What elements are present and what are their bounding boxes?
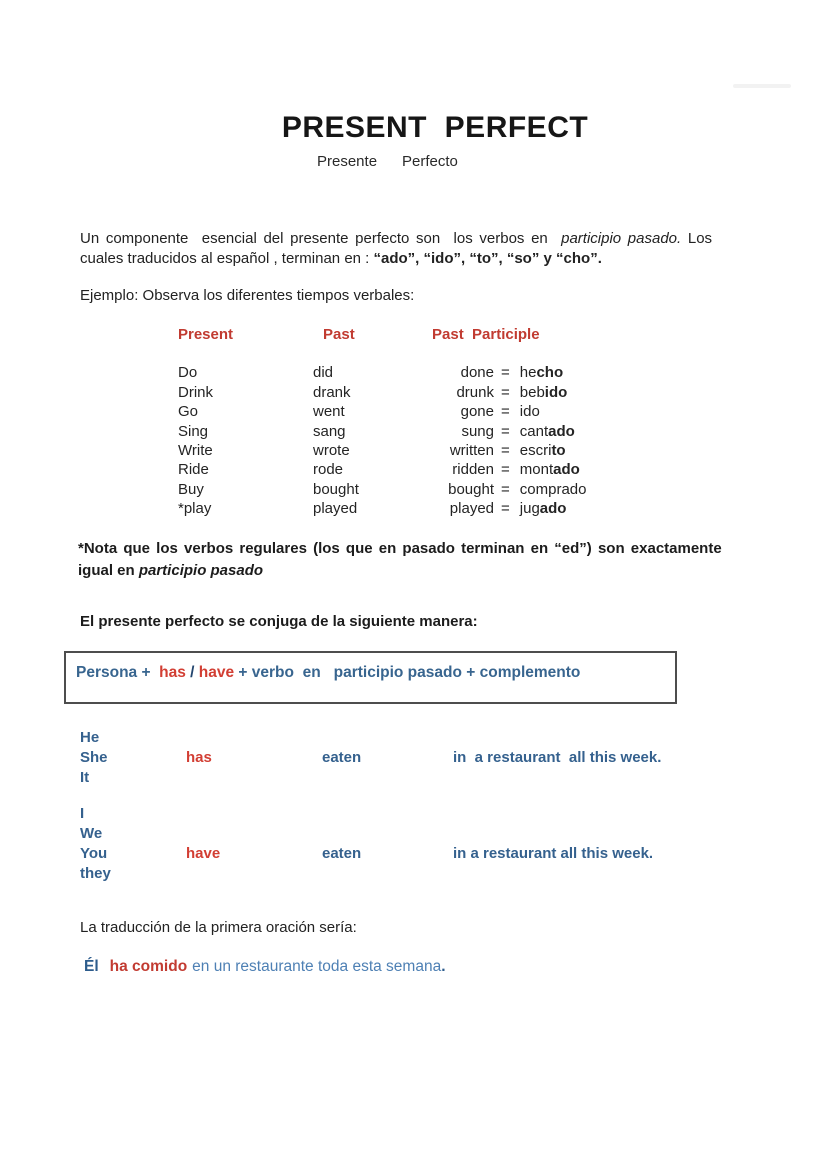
- formula-text: [76, 664, 675, 682]
- nota-line-1: *Nota que los verbos regulares (los que en pasado terminan en “ed”) son exactamente: [78, 540, 722, 557]
- verb-participle-en: done: [460, 364, 494, 382]
- pronoun-it: It: [80, 769, 90, 786]
- auxiliary-has: has: [186, 749, 212, 766]
- example-prompt: Ejemplo: Observa los diferentes tiempos verbales:: [80, 287, 415, 304]
- verb-participle-es: bebido: [519, 383, 568, 401]
- verb-table: [178, 325, 586, 519]
- verb-past: went: [313, 403, 345, 421]
- verb-past: rode: [313, 461, 344, 479]
- formula-persona: Persona +: [76, 664, 160, 681]
- verb-present: Buy: [178, 480, 204, 498]
- example-line: [80, 729, 661, 749]
- verb-present: Write: [178, 442, 213, 460]
- example-line: [80, 825, 653, 845]
- verb-present: Sing: [178, 422, 209, 440]
- equals-sign: =: [501, 442, 510, 460]
- example-line: [80, 845, 653, 865]
- scan-artifact: [733, 84, 791, 88]
- verb-row: [178, 363, 586, 382]
- col-header-past-participle: Past Participle: [432, 326, 540, 343]
- verb-participle-es: cantado: [519, 422, 575, 440]
- intro-line-1: Un componente esencial del presente perfecto son los verbos en participio pasado. Los: [80, 230, 713, 247]
- formula-slash: /: [185, 664, 199, 681]
- verb-participle-es: montado: [519, 461, 580, 479]
- intro-italic-term: participio pasado.: [561, 230, 682, 247]
- translation-prompt: La traducción de la primera oración sería:: [80, 919, 357, 936]
- verb-present: Ride: [178, 461, 209, 479]
- formula-has: has: [159, 664, 186, 681]
- pronoun-they: they: [80, 865, 111, 882]
- nota-line-2: igual en participio pasado: [78, 562, 264, 579]
- verb-participle-en: written: [449, 442, 494, 460]
- verb-row: [178, 480, 586, 499]
- verb-row: [178, 441, 586, 460]
- intro-line-2: cuales traducidos al español , terminan en : “ado”, “ido”, “to”, “so” y “cho”.: [80, 250, 602, 267]
- verb-participle-es: ido: [519, 403, 540, 421]
- pronoun-she: She: [80, 749, 108, 766]
- verb-present: Go: [178, 403, 199, 421]
- verb-past: sang: [313, 422, 346, 440]
- verb-participle-es: hecho: [519, 364, 564, 382]
- verb-past: drank: [313, 383, 351, 401]
- verb-present: Do: [178, 364, 198, 382]
- intro-endings-bold: “ado”, “ido”, “to”, “so” y “cho”.: [373, 250, 602, 267]
- translation-sentence: [84, 958, 446, 976]
- pronoun-he: He: [80, 729, 100, 746]
- formula-have: have: [198, 664, 235, 681]
- equals-sign: =: [501, 480, 510, 498]
- verb-table-header-row: [178, 325, 586, 344]
- verb-participle-es: escrito: [519, 442, 566, 460]
- page-subtitle: Presente Perfecto: [317, 153, 458, 170]
- example-line: [80, 769, 661, 789]
- verb-participle-en: gone: [460, 403, 494, 421]
- nota-text: [78, 538, 722, 582]
- equals-sign: =: [501, 403, 510, 421]
- verb-participle-en: played: [449, 500, 494, 518]
- translation-subject: Él: [84, 958, 99, 975]
- example-block-plural: [80, 805, 653, 885]
- example-block-singular: [80, 729, 661, 789]
- intro-paragraph: [80, 229, 712, 269]
- translation-period: .: [441, 958, 446, 975]
- equals-sign: =: [501, 500, 510, 518]
- verb-participle-en: bought: [448, 480, 494, 498]
- nota-italic-term: participio pasado: [138, 562, 264, 579]
- verb-participle-es: jugado: [519, 500, 567, 518]
- col-header-past: Past: [323, 326, 355, 343]
- verb-past: bought: [313, 480, 359, 498]
- verb-participle-en: drunk: [456, 383, 494, 401]
- pronoun-i: I: [80, 805, 85, 822]
- complement-text: in a restaurant all this week.: [453, 845, 654, 862]
- translation-verb: ha comido: [109, 958, 188, 975]
- pronoun-we: We: [80, 825, 103, 842]
- verb-row: [178, 422, 586, 441]
- auxiliary-have: have: [186, 845, 221, 862]
- complement-text: in a restaurant all this week.: [453, 749, 662, 766]
- formula-box: [64, 651, 677, 704]
- example-line: [80, 749, 661, 769]
- verb-past: played: [313, 500, 358, 518]
- verb-past: wrote: [313, 442, 350, 460]
- participle-eaten: eaten: [322, 749, 362, 766]
- translation-complement: en un restaurante toda esta semana: [192, 958, 442, 975]
- equals-sign: =: [501, 383, 510, 401]
- example-line: [80, 805, 653, 825]
- verb-present: *play: [178, 500, 212, 518]
- verb-row: [178, 383, 586, 402]
- pronoun-you: You: [80, 845, 108, 862]
- formula-rest: + verbo en participio pasado + complemento: [234, 664, 581, 681]
- verb-present: Drink: [178, 383, 214, 401]
- verb-row: [178, 499, 586, 518]
- verb-row: [178, 402, 586, 421]
- equals-sign: =: [501, 461, 510, 479]
- verb-past: did: [313, 364, 334, 382]
- verb-row: [178, 460, 586, 479]
- verb-participle-es: comprado: [519, 480, 587, 498]
- equals-sign: =: [501, 422, 510, 440]
- col-header-present: Present: [178, 326, 234, 343]
- equals-sign: =: [501, 364, 510, 382]
- verb-participle-en: ridden: [452, 461, 494, 479]
- verb-participle-en: sung: [461, 422, 494, 440]
- participle-eaten: eaten: [322, 845, 362, 862]
- page-title: PRESENT PERFECT: [281, 111, 589, 144]
- example-line: [80, 865, 653, 885]
- conjugation-heading: El presente perfecto se conjuga de la siguiente manera:: [80, 613, 478, 630]
